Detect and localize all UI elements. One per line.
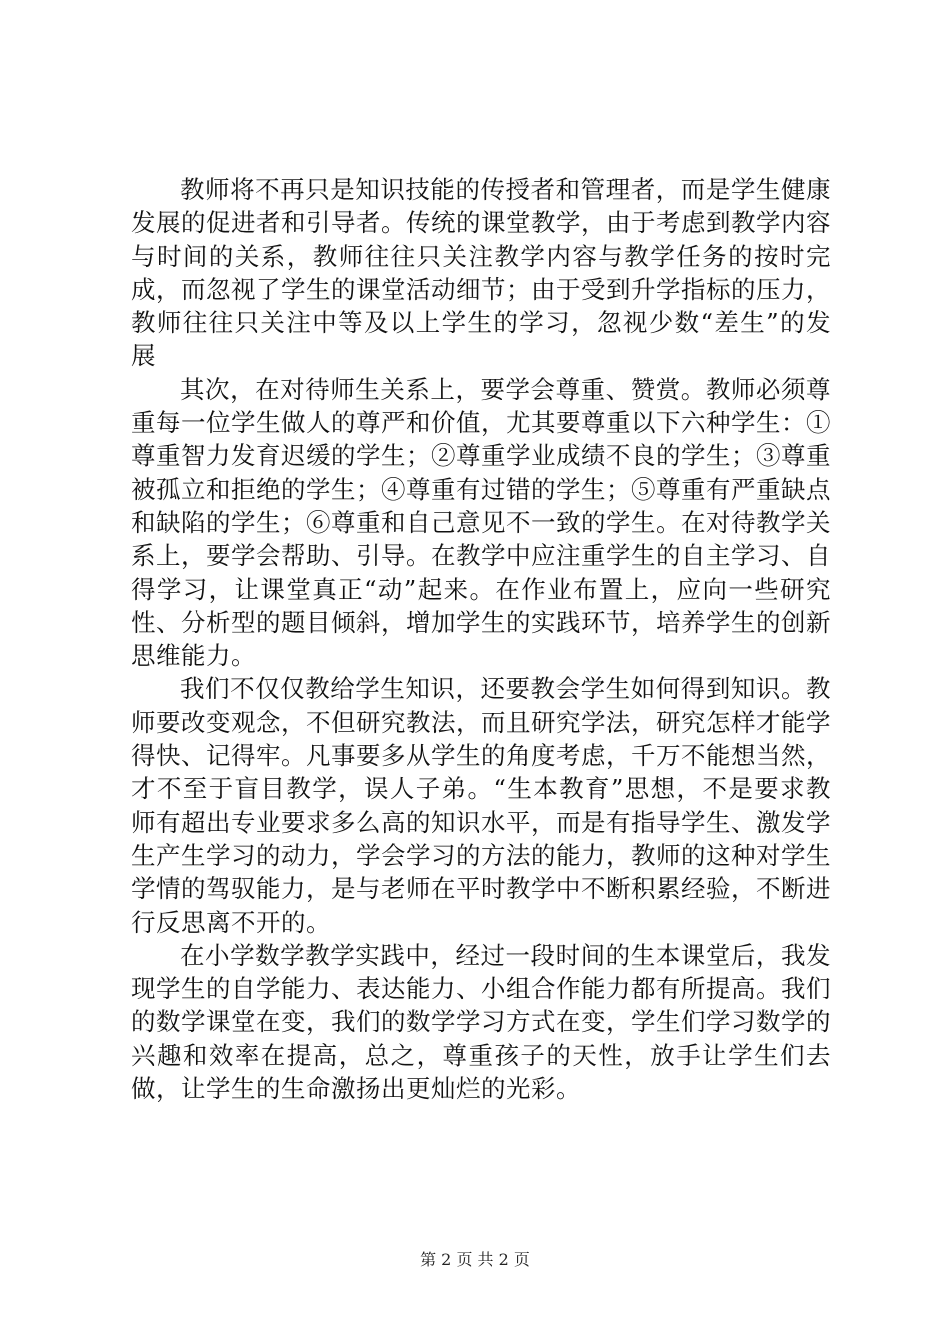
page-footer: 第 2 页 共 2 页 (420, 1250, 530, 1269)
document-body (131, 173, 831, 1105)
paragraph-1: 教师将不再只是知识技能的传授者和管理者，而是学生健康发展的促进者和引导者。传统的课堂教学，由于考虑到教学内容与时间的关系，教师往往只关注教学内容与教学任务的按时完成，而忽视了学生的课堂活动细节；由于受到升学指标的压力，教师往往只关注中等及以上学生的学习，忽视少数“差生”的发展 (131, 175, 831, 371)
paragraph-2: 其次，在对待师生关系上，要学会尊重、赞赏。教师必须尊重每一位学生做人的尊严和价值，尤其要尊重以下六种学生：①尊重智力发育迟缓的学生；②尊重学业成绩不良的学生；③尊重被孤立和拒绝的学生；④尊重有过错的学生；⑤尊重有严重缺点和缺陷的学生；⑥尊重和自己意见不一致的学生。在对待教学关系上，要学会帮助、引导。在教学中应注重学生的自主学习、自得学习，让课堂真正“动”起来。在作业布置上，应向一些研究性、分析型的题目倾斜，增加学生的实践环节，培养学生的创新思维能力。 (131, 374, 831, 671)
paragraph-3: 我们不仅仅教给学生知识，还要教会学生如何得到知识。教师要改变观念，不但研究教法，而且研究学法，研究怎样才能学得快、记得牢。凡事要多从学生的角度考虑，千万不能想当然，才不至于盲目教学，误人子弟。“生本教育”思想，不是要求教师有超出专业要求多么高的知识水平，而是有指导学生、激发学生产生学习的动力，学会学习的方法的能力，教师的这种对学生学情的驾驭能力，是与老师在平时教学中不断积累经验，不断进行反思离不开的。 (131, 674, 831, 937)
paragraph-4: 在小学数学教学实践中，经过一段时间的生本课堂后，我发现学生的自学能力、表达能力、小组合作能力都有所提高。我们的数学课堂在变，我们的数学学习方式在变，学生们学习数学的兴趣和效率在提高，总之，尊重孩子的天性，放手让学生们去做，让学生的生命激扬出更灿烂的光彩。 (131, 940, 831, 1104)
